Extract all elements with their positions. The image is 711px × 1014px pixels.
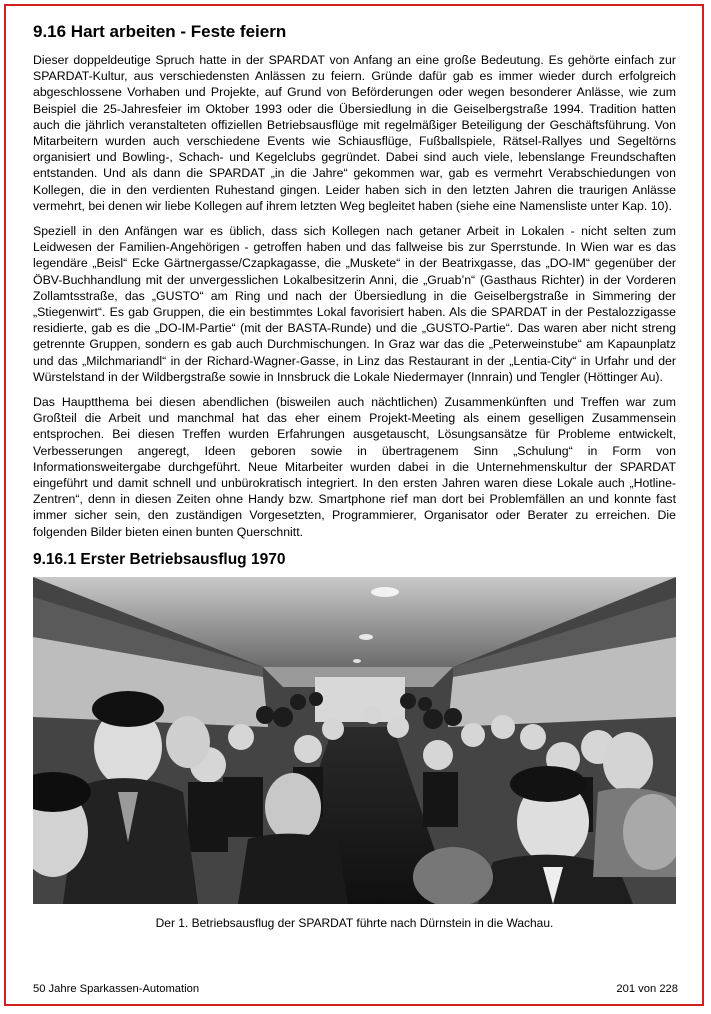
section-title: 9.16 Hart arbeiten - Feste feiern: [33, 22, 287, 41]
page-number: 201 von 228: [616, 983, 678, 995]
paragraph-3: Das Hauptthema bei diesen abendlichen (bisweilen auch nächtlichen) Zusammenkünften und Treffen war zum Großteil die Arbeit und manchmal hat das eher einem Projekt-Meeting als einem geselligen Zusammensein entsprochen. Bei diesen Treffen wurden Erfahrungen ausgetauscht, Lösungsansätze für Probleme entwickelt, Verbesserungen angeregt, Ideen geboren sowie in übertragenem Sinn „Schulung“ in Form von Informationsweitergabe durchgeführt. Neue Mitarbeiter wurden dabei in die Unternehmenskultur der SPARDAT eingeführt und damit schnell und unbürokratisch integriert. In den ersten Jahren waren diese Lokale auch „Hotline-Zentren“, denn in diesen Zeiten ohne Handy bzw. Smartphone rief man dort bei Problemfällen an und konnte fast immer sicher sein, den zuständigen Vorgesetzten, Programmierer, Organisator oder Berater zu erreichen. Die folgenden Bilder bieten einen bunten Querschnitt.: [33, 395, 676, 539]
photo-illustration: [33, 577, 676, 904]
page-footer: [33, 983, 678, 995]
paragraph-2: Speziell in den Anfängen war es üblich, dass sich Kollegen nach getaner Arbeit in Lokalen - nicht selten zum Leidwesen der Familien-Angehörigen - getroffen haben und das fallweise bis zur Sperrstunde. In Wien war es das legendäre „Beisl“ Ecke Gärtnergasse/Czapkagasse, die „Muskete“ in der Beatrixgasse, das „DO-IM“ gegenüber der ÖBV-Buchhandlung mit der unvergesslichen Lokalbesitzerin Anni, die „Gruab’n“ (Gasthaus Richter) in der Vorderen Zollamtsstraße, das „GUSTO“ am Ring und nach der Übersiedlung in die Geiselbergstraße in Simmering der „Stiegenwirt“. Es gab Gruppen, die ein bestimmtes Lokal favorisiert haben. Als die SPARDAT in der Pestalozzigasse residierte, gab es die „DO-IM-Partie“ (mit der BASTA-Runde) und die „GUSTO-Partie“. Das waren aber nicht streng getrennte Gruppen, sondern es gab auch Durchmischungen. In Graz war das die „Peterweinstube“ am Kapaunplatz und das „Milchmariandl“ in der Richard-Wagner-Gasse, in Linz das Restaurant in der „Lentia-City“ in Urfahr und der Würstelstand in der Wildbergstraße sowie in Innsbruck die Lokale Niedermayer (Innrain) und Tengler (Höttinger Au).: [33, 224, 676, 384]
page-content: [33, 22, 676, 931]
footer-book-title: 50 Jahre Sparkassen-Automation: [33, 983, 200, 995]
photo-caption: Der 1. Betriebsausflug der SPARDAT führte nach Dürnstein in die Wachau.: [155, 915, 554, 930]
bus-interior-photo: [33, 577, 676, 904]
subsection-title: 9.16.1 Erster Betriebsausflug 1970: [33, 550, 286, 568]
paragraph-1: Dieser doppeldeutige Spruch hatte in der SPARDAT von Anfang an eine große Bedeutung. Es gehörte einfach zur SPARDAT-Kultur, aus verschiedensten Anlässen zu feiern. Gründe dafür gab es immer wieder durch erfolgreich abgeschlossene Vorhaben und Projekte, auf Grund von Beförderungen oder wegen besonderer Anlässe, wie zum Beispiel die 25-Jahresfeier im Oktober 1993 oder die Übersiedlung in die Geiselbergstraße 1994. Tradition hatten auch die jährlich veranstalteten offiziellen Betriebsausflüge mit regelmäßiger Beteiligung der Geschäftsführung. Von Mitarbeitern wurden auch verschiedene Events wie Schiausflüge, Fußballspiele, Rätsel-Rallyes und Segeltörns organisiert und Bowling-, Schach- und Kegelclubs gegründet. Dabei sind auch viele, lebenslange Freundschaften entstanden. Und als dann die SPARDAT „in die Jahre“ gekommen war, gab es vermehrt Verabschiedungen von Kollegen, die in den verdienten Ruhestand gingen. Leider haben sich in den letzten Jahren die traurigen Anlässe vermehrt, bei denen wir liebe Kollegen auf ihrem letzten Weg begleitet haben (siehe eine Namensliste unter Kap. 10).: [33, 53, 676, 213]
